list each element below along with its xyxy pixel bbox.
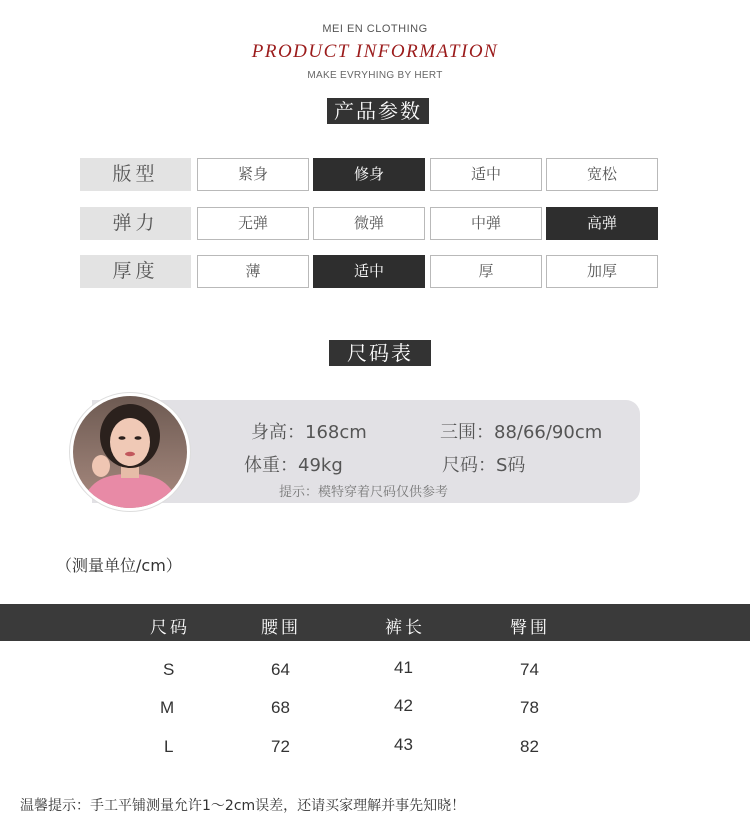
- param-option: 薄: [197, 255, 309, 288]
- params-section-title: 产品参数: [327, 98, 429, 124]
- table-cell-size: M: [160, 698, 175, 717]
- size-chart-title: 尺码表: [329, 340, 431, 366]
- table-cell-length: 42: [394, 696, 413, 715]
- measurement-tip: 温馨提示：手工平铺测量允许1～2cm误差，还请买家理解并事先知晓！: [20, 798, 466, 814]
- table-cell-hip: 82: [520, 737, 539, 756]
- table-cell-waist: 72: [271, 737, 290, 756]
- param-option: 紧身: [197, 158, 309, 191]
- param-option-selected: 修身: [313, 158, 425, 191]
- column-header-length: 裤长: [385, 618, 425, 638]
- table-cell-waist: 64: [271, 660, 290, 679]
- model-height: 身高：168cm: [251, 422, 367, 443]
- param-option: 宽松: [546, 158, 658, 191]
- model-size-note: 提示：模特穿着尺码仅供参考: [279, 485, 449, 500]
- table-cell-waist: 68: [271, 698, 290, 717]
- table-cell-length: 41: [394, 658, 413, 677]
- model-photo: [73, 396, 187, 508]
- tagline: MAKE EVRYHING BY HERT: [307, 70, 443, 81]
- column-header-size: 尺码: [150, 618, 190, 638]
- param-label-fit: 版型: [80, 158, 191, 191]
- param-option: 适中: [430, 158, 542, 191]
- brand-name: MEI EN CLOTHING: [322, 23, 428, 35]
- param-option: 厚: [430, 255, 542, 288]
- table-cell-size: L: [164, 737, 174, 756]
- param-label-elasticity: 弹力: [80, 207, 191, 240]
- table-cell-size: S: [163, 660, 175, 679]
- column-header-hip: 臀围: [510, 618, 550, 638]
- param-option-selected: 适中: [313, 255, 425, 288]
- column-header-waist: 腰围: [261, 618, 301, 638]
- param-option: 中弹: [430, 207, 542, 240]
- table-cell-hip: 78: [520, 698, 539, 717]
- model-weight: 体重：49kg: [244, 455, 343, 476]
- product-information-title: PRODUCT INFORMATION: [251, 41, 499, 62]
- param-option-selected: 高弹: [546, 207, 658, 240]
- size-table-header: [0, 604, 750, 641]
- param-option: 加厚: [546, 255, 658, 288]
- model-size: 尺码：S码: [442, 455, 526, 476]
- param-option: 微弹: [313, 207, 425, 240]
- param-option: 无弹: [197, 207, 309, 240]
- table-cell-length: 43: [394, 735, 413, 754]
- param-label-thickness: 厚度: [80, 255, 191, 288]
- model-measurements: 三围：88/66/90cm: [440, 422, 603, 443]
- table-cell-hip: 74: [520, 660, 539, 679]
- measurement-unit: （测量单位/cm）: [56, 556, 182, 575]
